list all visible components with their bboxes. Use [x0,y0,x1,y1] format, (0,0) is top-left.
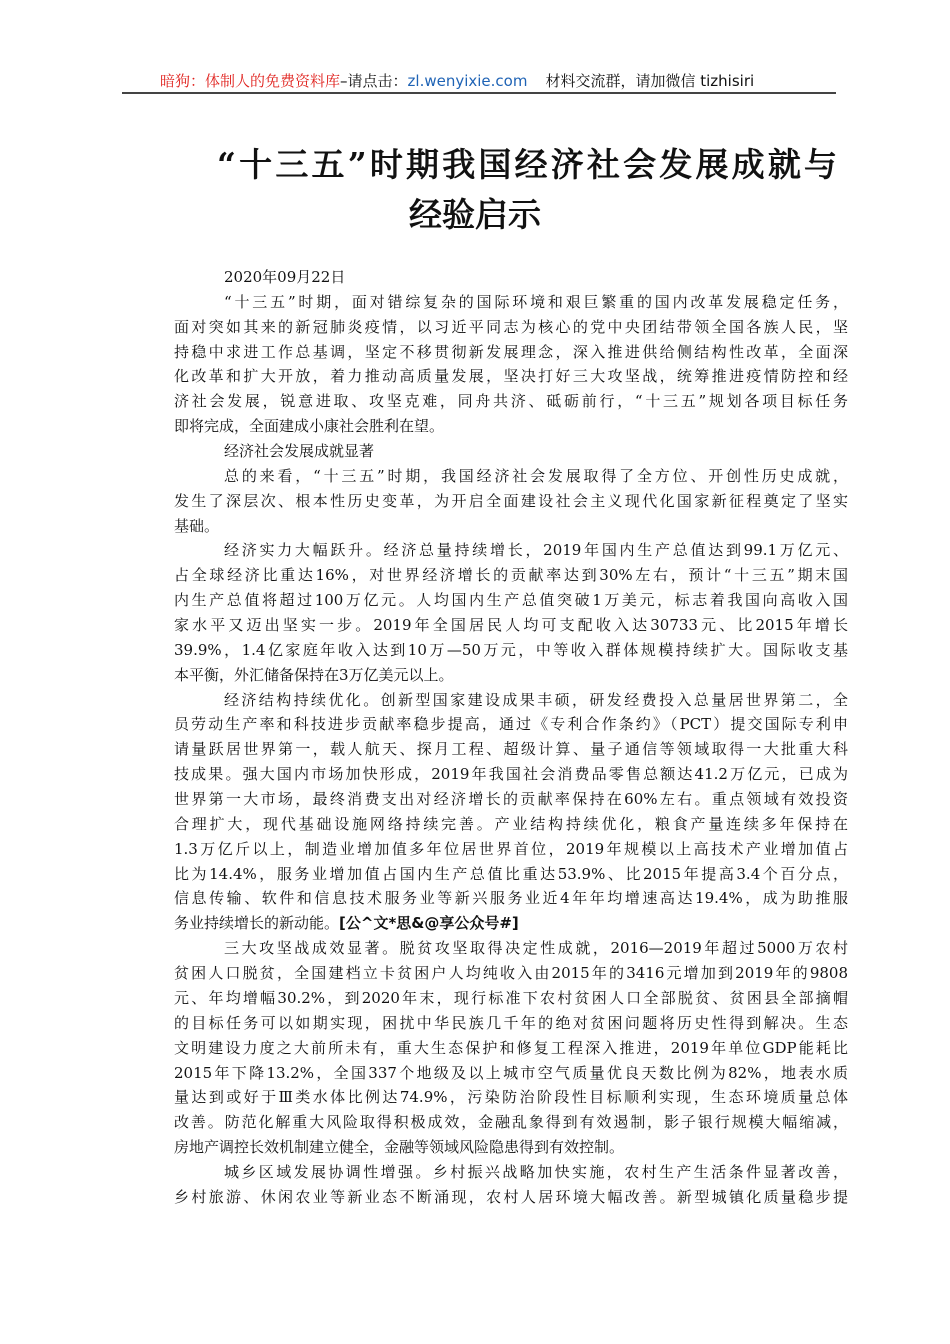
line-text: 合理扩大，现代基础设施网络持续完善。产业结构持续优化，粮食产量连续多年保持在 [174,814,848,833]
line-text: 务业持续增长的新动能。 [174,914,340,933]
promo-url-link[interactable]: zl.wenyixie.com [407,72,528,90]
line-text: 贫困人口脱贫，全国建档立卡贫困户人均纯收入由2015年的3416元增加到2019年的9808 [174,964,848,983]
line-text: 家水平又迈出坚实一步。2019年全国居民人均可支配收入达30733元、比2015年增长 [174,616,848,635]
line-text: 文明建设力度之大前所未有，重大生态保护和修复工程深入推进，2019年单位GDP能耗比 [174,1038,848,1057]
paragraph-line [174,1110,848,1135]
paragraph-line [174,886,848,911]
paragraph [174,936,848,1160]
line-text: 房地产调控长效机制建立健全，金融等领域风险隐患得到有效控制。 [174,1138,625,1157]
promo-library-text: 暗狗：体制人的免费资料库 [160,72,341,90]
paragraph-line [174,812,848,837]
line-text: 2015年下降13.2%，全国337个地级及以上城市空气质量优良天数比例为82%，地表水质 [174,1063,848,1082]
line-text: 化改革和扩大开放，着力推动高质量发展，坚决打好三大攻坚战，统筹推进疫情防控和经 [174,367,848,386]
header-divider [122,92,836,94]
paragraph [174,688,848,937]
line-text: 即将完成，全面建成小康社会胜利在望。 [174,417,445,436]
paragraph-line [174,986,848,1011]
promo-click-text: –请点击： [340,72,408,90]
line-text: 世界第一大市场，最终消费支出对经济增长的贡献率保持在60%左右。重点领域有效投资 [174,790,848,809]
paragraph-line [174,1036,848,1061]
paragraph-line [174,787,848,812]
document-title-line-1: “十三五”时期我国经济社会发展成就与 [217,145,837,184]
paragraph-line [174,936,848,961]
paragraph-line [174,563,848,588]
promo-wechat-text: 材料交流群，请加微信 tizhisiri [545,72,755,90]
line-text: 总的来看，“十三五”时期，我国经济社会发展取得了全方位、开创性历史成就， [224,466,848,485]
paragraph-line [174,389,848,414]
paragraph-line [174,837,848,862]
line-text: 1.3万亿斤以上，制造业增加值多年位居世界首位，2019年规模以上高技术产业增加值占 [174,839,848,858]
paragraph-line [174,638,848,663]
document-date: 2020年09月22日 [224,268,346,286]
paragraph-line [174,961,848,986]
promo-header [160,70,754,91]
line-text: 内生产总值将超过100万亿元。人均国内生产总值突破1万美元，标志着我国向高收入国 [174,591,848,610]
paragraph-line [174,489,848,514]
paragraph-line [174,414,848,439]
paragraph-line [174,588,848,613]
paragraph-line [174,464,848,489]
paragraph-line [174,862,848,887]
paragraph [174,290,848,439]
paragraph-line [174,1011,848,1036]
paragraph-line [174,439,848,464]
watermark-text: [公^文*思&@享公众号#] [339,914,519,933]
line-text: 面对突如其来的新冠肺炎疫情，以习近平同志为核心的党中央团结带领全国各族人民，坚 [174,317,848,336]
paragraph-line [174,315,848,340]
line-text: 39.9%，1.4亿家庭年收入达到10万—50万元，中等收入群体规模持续扩大。国际收支基 [174,640,848,659]
line-text: 信息传输、软件和信息技术服务业等新兴服务业近4年年均增速高达19.4%，成为助推服 [174,889,848,908]
line-text: 乡村旅游、休闲农业等新业态不断涌现，农村人居环境大幅改善。新型城镇化质量稳步提 [174,1187,848,1206]
line-text: 的目标任务可以如期实现，困扰中华民族几千年的绝对贫困问题将历史性得到解决。生态 [174,1013,848,1032]
line-text: 持稳中求进工作总基调，坚定不移贯彻新发展理念，深入推进供给侧结构性改革，全面深 [174,342,848,361]
paragraph-line [174,688,848,713]
line-text: 基础。 [174,516,220,535]
paragraph-line [174,1185,848,1210]
line-text: 请量跃居世界第一，载人航天、探月工程、超级计算、量子通信等领域取得一大批重大科 [174,740,848,759]
paragraph [174,538,848,687]
line-text: 改善。防范化解重大风险取得积极成效，金融乱象得到有效遏制，影子银行规模大幅缩减， [174,1113,848,1132]
paragraph-line [174,911,848,936]
line-text: 元、年均增幅30.2%，到2020年末，现行标准下农村贫困人口全部脱贫、贫困县全部摘帽 [174,988,848,1007]
paragraph-line [174,712,848,737]
line-text: “十三五”时期，面对错综复杂的国际环境和艰巨繁重的国内改革发展稳定任务， [224,292,848,311]
line-text: 经济结构持续优化。创新型国家建设成果丰硕，研发经费投入总量居世界第二，全 [224,690,848,709]
line-text: 员劳动生产率和科技进步贡献率稳步提高，通过《专利合作条约》（PCT）提交国际专利申 [174,715,848,734]
paragraph-line [174,1135,848,1160]
line-text: 技成果。强大国内市场加快形成，2019年我国社会消费品零售总额达41.2万亿元，已成为 [174,765,848,784]
paragraph-line [174,613,848,638]
line-text: 占全球经济比重达16%，对世界经济增长的贡献率达到30%左右，预计“十三五”期末国 [174,566,848,585]
paragraph-line [174,663,848,688]
section-heading [174,439,848,464]
line-text: 济社会发展，锐意进取、攻坚克难，同舟共济、砥砺前行，“十三五”规划各项目标任务 [174,392,848,411]
paragraph [174,1160,848,1210]
line-text: 经济社会发展成就显著 [224,442,375,461]
paragraph-line [174,514,848,539]
line-text: 城乡区域发展协调性增强。乡村振兴战略加快实施，农村生产生活条件显著改善， [224,1162,848,1181]
paragraph-line [174,364,848,389]
line-text: 比为14.4%，服务业增加值占国内生产总值比重达53.9%、比2015年提高3.4个百分点， [174,864,848,883]
line-text: 量达到或好于Ⅲ类水体比例达74.9%，污染防治阶段性目标顺利实现，生态环境质量总体 [174,1088,848,1107]
paragraph-line [174,1085,848,1110]
line-text: 本平衡，外汇储备保持在3万亿美元以上。 [174,665,454,684]
line-text: 经济实力大幅跃升。经济总量持续增长，2019年国内生产总值达到99.1万亿元、 [224,541,848,560]
paragraph [174,464,848,539]
document-title-line-2: 经验启示 [409,195,541,234]
paragraph-line [174,538,848,563]
paragraph-line [174,340,848,365]
paragraph-line [174,1061,848,1086]
paragraph-line [174,762,848,787]
document-body [174,265,848,1210]
line-text: 发生了深层次、根本性历史变革，为开启全面建设社会主义现代化国家新征程奠定了坚实 [174,491,848,510]
paragraph-line [174,737,848,762]
paragraph-line [174,290,848,315]
paragraph-line [174,1160,848,1185]
line-text: 三大攻坚战成效显著。脱贫攻坚取得决定性成就，2016—2019年超过5000万农村 [224,939,848,958]
